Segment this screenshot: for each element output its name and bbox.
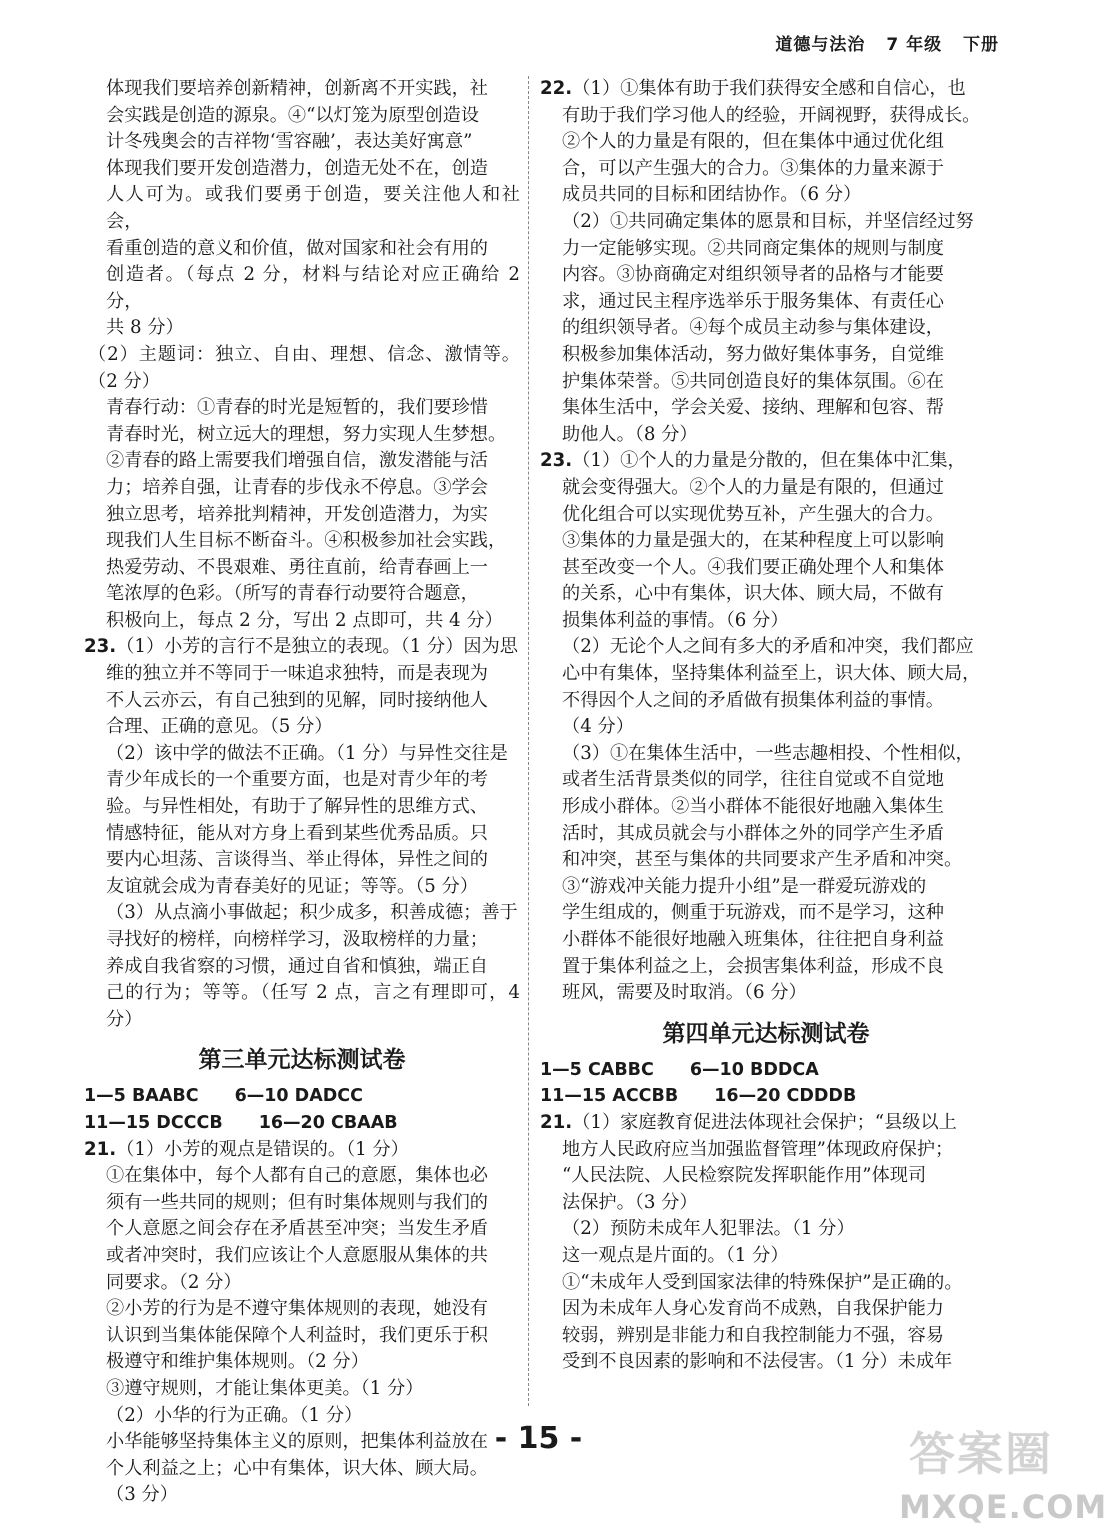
text-line: 或者生活背景类似的同学，往往自觉或不自觉地 <box>562 769 944 791</box>
answer-block <box>540 103 992 449</box>
answer-block <box>84 661 520 1033</box>
text-line: 认识到当集体能保障个人利益时，我们更乐于积 <box>106 1324 488 1346</box>
sub-answer: （2）①共同确定集体的愿景和目标，并坚信经过努 <box>562 210 974 232</box>
text-line: 创造者。（每点 2 分，材料与结论对应正确给 2 分， <box>106 264 520 312</box>
text-line: 置于集体利益之上，会损害集体利益，形成不良 <box>562 955 944 977</box>
answer-key: 11—15 ACCBB <box>540 1086 679 1107</box>
sub-answer: （2）主题词：独立、自由、理想、信念、激情等。（2 分） <box>88 343 520 392</box>
text-line: 养成自我省察的习惯，通过自省和慎独，端正自 <box>106 955 488 977</box>
text-line: 合，可以产生强大的合力。③集体的力量来源于 <box>562 157 944 179</box>
text-line: 不人云亦云，有自己独到的见解，同时接纳他人 <box>106 689 488 711</box>
sub-answer: （2）小华的行为正确。（1 分） <box>106 1404 363 1426</box>
sub-answer: （2）该中学的做法不正确。（1 分）与异性交往是 <box>106 742 508 764</box>
section-title: 第四单元达标测试卷 <box>662 1020 870 1047</box>
answer-key-line <box>540 1083 992 1110</box>
text-line: 损集体利益的事情。（6 分） <box>562 609 789 631</box>
answer-block <box>84 395 520 634</box>
text-line: 须有一些共同的规则；但有时集体规则与我们的 <box>106 1191 488 1213</box>
text-line: 独立思考，培养批判精神，开发创造潜力，为实 <box>106 503 488 525</box>
text-line: 笔浓厚的色彩。（所写的青春行动要符合题意， <box>106 583 479 605</box>
question-21 <box>84 1137 520 1164</box>
text-line: 受到不良因素的影响和不法侵害。（1 分）未成年 <box>562 1351 953 1373</box>
text-line: 己的行为；等等。（任写 2 点，言之有理即可，4 分） <box>106 982 520 1030</box>
sub-answer: （2）无论个人之间有多大的矛盾和冲突，我们都应 <box>562 636 974 658</box>
text-line: 看重创造的意义和价值，做对国家和社会有用的 <box>106 237 488 259</box>
text-line: 法保护。（3 分） <box>562 1191 698 1213</box>
answer-key: 11—15 DCCCB <box>84 1112 223 1133</box>
text-line: ②个人的力量是有限的，但在集体中通过优化组 <box>562 131 944 153</box>
question-23 <box>84 634 520 661</box>
header-grade: 7 年级 <box>886 35 943 55</box>
text-line: （1）①集体有助于我们获得安全感和自信心，也 <box>572 78 966 99</box>
column-divider <box>528 76 529 1406</box>
text-line: 心中有集体，坚持集体利益至上，识大体、顾大局， <box>562 663 981 685</box>
text-line: 这一观点是片面的。（1 分） <box>562 1244 789 1266</box>
header-subject: 道德与法治 <box>775 35 866 55</box>
text-line: 寻找好的榜样，向榜样学习，汲取榜样的力量； <box>106 929 488 950</box>
question-number: 21. <box>84 1138 117 1160</box>
text-line: 求，通过民主程序选举乐于服务集体、有责任心 <box>562 290 944 312</box>
text-line: 的关系，心中有集体，识大体、顾大局，不做有 <box>562 583 944 605</box>
text-line: 体现我们要开发创造潜力，创造无处不在，创造 <box>106 157 488 179</box>
text-line: 助他人。（8 分） <box>562 423 698 445</box>
text-line: 同要求。（2 分） <box>106 1271 242 1293</box>
text-line: 的组织领导者。④每个成员主动参与集体建设， <box>562 317 944 339</box>
answer-key: 16—20 CBAAB <box>258 1112 398 1133</box>
text-line: 集体生活中，学会关爱、接纳、理解和包容、帮 <box>562 397 944 419</box>
answer-key-line <box>540 1057 992 1084</box>
text-line: 小群体不能很好地融入班集体，往往把自身利益 <box>562 929 944 950</box>
answer-key: 6—10 DADCC <box>234 1086 363 1107</box>
text-line: （3 分） <box>106 1484 178 1506</box>
text-line: 合理、正确的意见。（5 分） <box>106 716 333 738</box>
text-line: 内容。③协商确定对组织领导者的品格与才能要 <box>562 264 944 286</box>
text-line: 人人可为。或我们要勇于创造，要关注他人和社会， <box>106 184 520 232</box>
text-line: 力一定能够实现。②共同商定集体的规则与制度 <box>562 237 944 259</box>
text-line: 和冲突，甚至与集体的共同要求产生矛盾和冲突。 <box>562 849 963 871</box>
text-line: 就会变得强大。②个人的力量是有限的，但通过 <box>562 476 944 498</box>
text-line: 个人利益之上；心中有集体，识大体、顾大局。 <box>106 1457 488 1479</box>
text-line: 现我们人生目标不断奋斗。④积极参加社会实践， <box>106 530 507 552</box>
answer-key: 1—5 CABBC <box>540 1059 654 1080</box>
answer-key: 6—10 BDDCA <box>689 1059 819 1080</box>
answer-key: 1—5 BAABC <box>84 1086 199 1107</box>
text-line: 护集体荣誉。⑤共同创造良好的集体氛围。⑥在 <box>562 370 944 392</box>
watermark-logo <box>895 1418 1107 1526</box>
question-22 <box>540 76 992 103</box>
text-line: 会实践是创造的源泉。④“以灯笼为原型创造设 <box>106 104 480 126</box>
text-line: ③集体的力量是强大的，在某种程度上可以影响 <box>562 530 944 552</box>
text-line: 形成小群体。②当小群体不能很好地融入集体生 <box>562 796 944 818</box>
question-number: 21. <box>540 1111 573 1133</box>
text-line: ③遵守规则，才能让集体更美。（1 分） <box>106 1377 424 1399</box>
text-line: 友谊就会成为青春美好的见证；等等。（5 分） <box>106 875 479 897</box>
text-line: 情感特征，能从对方身上看到某些优秀品质。只 <box>106 822 488 844</box>
text-line: 青春时光，树立远大的理想，努力实现人生梦想。 <box>106 423 507 445</box>
text-line: 活时，其成员就会与小群体之外的同学产生矛盾 <box>562 822 944 844</box>
answer-block <box>84 1163 520 1509</box>
page-number: - 15 - <box>494 1421 583 1456</box>
header-volume: 下册 <box>963 35 999 55</box>
text-line: （1）家庭教育促进法体现社会保护；“县级以上 <box>572 1111 957 1133</box>
text-line: ①“未成年人受到国家法律的特殊保护”是正确的。 <box>562 1271 963 1293</box>
text-line: 要内心坦荡、言谈得当、举止得体，异性之间的 <box>106 849 488 871</box>
watermark-text: 答案圈 <box>909 1427 1053 1481</box>
text-line: 极遵守和维护集体规则。（2 分） <box>106 1351 369 1373</box>
text-line: 计冬残奥会的吉祥物‘雪容融’，表达美好寓意” <box>106 131 473 153</box>
text-line: （1）小芳的言行不是独立的表现。（1 分）因为思 <box>116 636 518 658</box>
text-line: 验。与异性相处，有助于了解异性的思维方式、 <box>106 796 488 818</box>
answer-key-line <box>84 1110 520 1137</box>
text-line: （1）①个人的力量是分散的，但在集体中汇集， <box>572 450 966 472</box>
text-line: 积极参加集体活动，努力做好集体事务，自觉维 <box>562 343 944 365</box>
text-line: 积极向上，每点 2 分，写出 2 点即可，共 4 分） <box>106 609 503 631</box>
text-line: 青少年成长的一个重要方面，也是对青少年的考 <box>106 769 488 791</box>
text-line: （4 分） <box>562 716 634 738</box>
text-line: 或者冲突时，我们应该让个人意愿服从集体的共 <box>106 1244 488 1266</box>
sub-answer: （3）从点滴小事做起；积少成多，积善成德；善于 <box>106 902 518 924</box>
text-line: （1）小芳的观点是错误的。（1 分） <box>116 1138 409 1160</box>
answer-key: 16—20 CDDDB <box>714 1086 857 1107</box>
text-line: 甚至改变一个人。④我们要正确处理个人和集体 <box>562 556 944 578</box>
question-23 <box>540 448 992 475</box>
text-line: “人民法院、人民检察院发挥职能作用”体现司 <box>562 1165 927 1187</box>
text-line: ①在集体中，每个人都有自己的意愿，集体也必 <box>106 1165 488 1187</box>
text-line: 维的独立并不等同于一味追求独特，而是表现为 <box>106 663 488 685</box>
text-line: 学生组成的，侧重于玩游戏，而不是学习，这种 <box>562 902 944 924</box>
left-column <box>84 76 520 1509</box>
text-line: 个人意愿之间会存在矛盾甚至冲突；当发生矛盾 <box>106 1218 488 1240</box>
page-header <box>761 30 999 55</box>
text-line: 小华能够坚持集体主义的原则，把集体利益放在 <box>106 1431 488 1453</box>
text-line: ②青春的路上需要我们增强自信，激发潜能与活 <box>106 450 488 472</box>
sub-answer: （2）预防未成年人犯罪法。（1 分） <box>562 1218 855 1240</box>
text-line: 较弱，辨别是非能力和自我控制能力不强，容易 <box>562 1324 944 1346</box>
sub-answer: （3）①在集体生活中，一些志趣相投、个性相似， <box>562 742 974 764</box>
text-line: ③“游戏冲关能力提升小组”是一群爱玩游戏的 <box>562 875 927 897</box>
text-line: ②小芳的行为是不遵守集体规则的表现，她没有 <box>106 1298 488 1320</box>
text-line: 体现我们要培养创新精神，创新离不开实践，社 <box>106 78 488 99</box>
text-line: 热爱劳动、不畏艰难、勇往直前，给青春画上一 <box>106 556 488 578</box>
answer-block <box>84 76 520 342</box>
answer-block <box>540 475 992 1007</box>
text-line: 不得因个人之间的矛盾做有损集体利益的事情。 <box>562 689 944 711</box>
section-title: 第三单元达标测试卷 <box>198 1047 406 1074</box>
text-line: 力；培养自强，让青春的步伐永不停息。③学会 <box>106 476 488 498</box>
watermark-url: MXQE.COM <box>899 1488 1107 1526</box>
question-number: 22. <box>540 78 573 99</box>
text-line: 共 8 分） <box>106 317 184 339</box>
answer-block <box>540 1137 992 1376</box>
question-number: 23. <box>540 450 573 472</box>
text-line: 班风，需要及时取消。（6 分） <box>562 982 807 1004</box>
text-line: 因为未成年人身心发育尚不成熟，自我保护能力 <box>562 1298 944 1320</box>
answer-key-line <box>84 1083 520 1110</box>
question-21 <box>540 1110 992 1137</box>
text-line: 优化组合可以实现优势互补，产生强大的合力。 <box>562 503 944 525</box>
question-number: 23. <box>84 636 117 658</box>
text-line: 成员共同的目标和团结协作。（6 分） <box>562 184 862 206</box>
text-line: 青春行动：①青春的时光是短暂的，我们要珍惜 <box>106 397 488 419</box>
text-line: 有助于我们学习他人的经验，开阔视野，获得成长。 <box>562 104 981 126</box>
right-column <box>540 76 992 1376</box>
text-line: 地方人民政府应当加强监督管理”体现政府保护； <box>562 1138 954 1160</box>
